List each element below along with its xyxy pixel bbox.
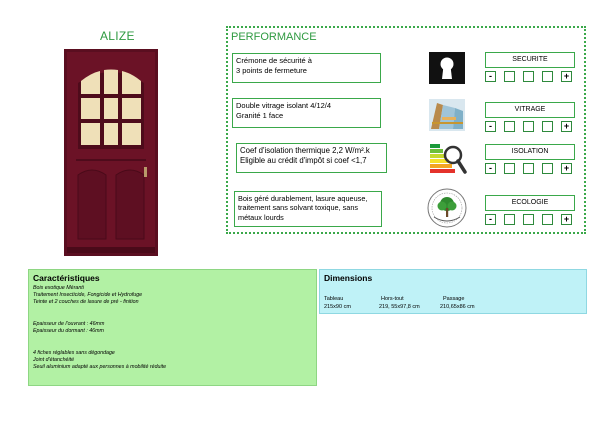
characteristic-line: Traitement Insecticide, Fongicide et Hydrofuge xyxy=(33,292,143,299)
feature-text-line: Eligible au crédit d'impôt si coef <1,7 xyxy=(240,156,367,166)
eco-seal-icon xyxy=(425,187,469,229)
rating-scale xyxy=(485,214,575,226)
energy-label-icon xyxy=(428,142,468,176)
rating-cell xyxy=(523,71,534,82)
characteristics-panel xyxy=(28,269,317,386)
dimension-value: 219, 55x97,8 cm xyxy=(379,304,420,310)
feature-text-line: 3 points de fermeture xyxy=(236,65,307,75)
dimension-label: Hors-tout xyxy=(381,296,404,302)
rating-security xyxy=(485,52,575,83)
feature-text-line: Bois géré durablement, lasure aqueuse, xyxy=(238,194,368,203)
rating-increase-button[interactable]: + xyxy=(561,71,572,82)
keyhole-icon xyxy=(429,52,465,84)
rating-increase-button[interactable]: + xyxy=(561,121,572,132)
dimension-value: 210,65x86 cm xyxy=(440,304,475,310)
rating-decrease-button[interactable]: - xyxy=(485,71,496,82)
rating-decrease-button[interactable]: - xyxy=(485,121,496,132)
dimensions-panel xyxy=(319,269,587,314)
rating-cell xyxy=(504,71,515,82)
performance-title: PERFORMANCE xyxy=(231,31,317,43)
rating-cell xyxy=(542,71,553,82)
rating-scale xyxy=(485,71,575,83)
feature-text-line: métaux lourds xyxy=(238,212,284,222)
feature-text-line: Coef d'isolation thermique 2,2 W/m².k xyxy=(240,146,370,155)
rating-cell xyxy=(523,214,534,225)
dimension-passage xyxy=(440,295,475,311)
characteristic-line: Seuil aluminium adapté aux personnes à mobilité réduite xyxy=(33,364,167,371)
rating-scale xyxy=(485,163,575,175)
dimension-value: 215x90 cm xyxy=(324,304,351,310)
dimension-label: Tableau xyxy=(324,296,344,302)
rating-cell xyxy=(523,163,534,174)
characteristic-line: Epaisseur de l'ouvrant : 46mm xyxy=(33,320,105,327)
rating-decrease-button[interactable]: - xyxy=(485,163,496,174)
rating-cell xyxy=(504,163,515,174)
rating-label: ECOLOGIE xyxy=(485,195,575,211)
feature-text-line: traitement sans solvant toxique, sans xyxy=(238,203,359,213)
rating-cell xyxy=(504,121,515,132)
rating-insulation xyxy=(485,144,575,175)
characteristic-line: Teinte et 2 couches de lasure de pré - finition xyxy=(33,299,139,306)
rating-cell xyxy=(542,214,553,225)
product-title: ALIZE xyxy=(100,29,135,43)
rating-cell xyxy=(542,163,553,174)
rating-label: SECURITE xyxy=(485,52,575,68)
characteristic-line xyxy=(33,343,312,350)
feature-glazing-box xyxy=(232,98,381,128)
rating-increase-button[interactable]: + xyxy=(561,163,572,174)
rating-cell xyxy=(504,214,515,225)
rating-cell xyxy=(542,121,553,132)
rating-ecology xyxy=(485,195,575,226)
rating-label: ISOLATION xyxy=(485,144,575,160)
door-image xyxy=(64,49,158,256)
feature-text-line: Crémone de sécurité à xyxy=(236,56,312,65)
characteristics-title: Caractéristiques xyxy=(33,273,100,283)
characteristic-line xyxy=(33,307,312,314)
rating-scale xyxy=(485,121,575,133)
characteristic-line: Joint d'étanchéité xyxy=(33,356,75,363)
feature-security-box xyxy=(232,53,381,83)
dimension-hors-tout xyxy=(379,295,420,311)
rating-glazing xyxy=(485,102,575,133)
characteristic-line: Bois exotique Méranti xyxy=(33,285,84,291)
rating-label: VITRAGE xyxy=(485,102,575,118)
feature-text-line: Granité 1 face xyxy=(236,110,284,120)
dimensions-title: Dimensions xyxy=(324,273,373,283)
characteristic-line: 4 fiches réglables sans dégondage xyxy=(33,349,115,356)
characteristic-line xyxy=(33,335,312,342)
feature-text-line: Double vitrage isolant 4/12/4 xyxy=(236,101,332,110)
performance-panel xyxy=(226,26,586,234)
glazing-icon xyxy=(429,99,465,131)
characteristic-line: Epaisseur du dormant : 46mm xyxy=(33,328,104,335)
rating-increase-button[interactable]: + xyxy=(561,214,572,225)
characteristic-line xyxy=(33,314,312,321)
dimension-tableau xyxy=(324,295,351,311)
feature-insulation-box xyxy=(236,143,387,173)
dimension-label: Passage xyxy=(443,296,465,302)
feature-ecology-box xyxy=(234,191,382,227)
rating-cell xyxy=(523,121,534,132)
rating-decrease-button[interactable]: - xyxy=(485,214,496,225)
